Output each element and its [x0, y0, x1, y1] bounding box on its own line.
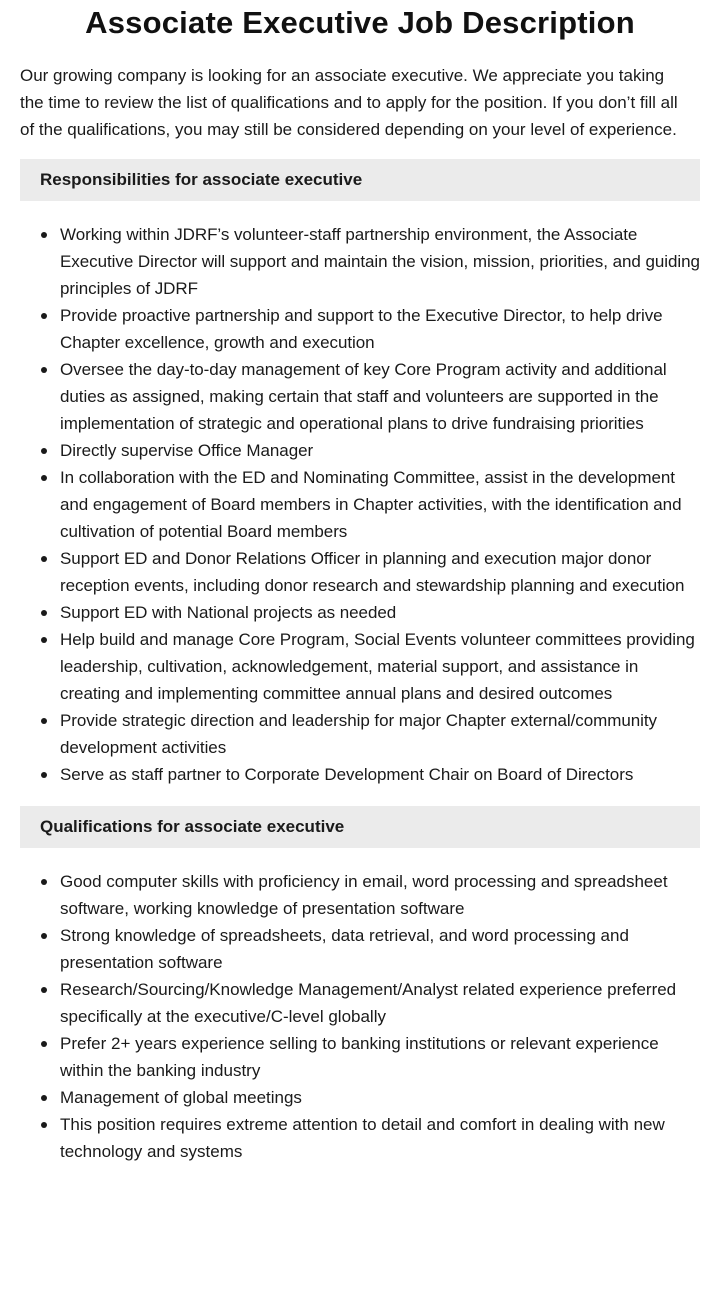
list-item: This position requires extreme attention to detail and comfort in dealing with new technology and systems: [60, 1111, 700, 1165]
qualifications-list: [20, 868, 700, 1165]
list-item: Research/Sourcing/Knowledge Management/Analyst related experience preferred specifically at the executive/C-level globally: [60, 976, 700, 1030]
list-item: Working within JDRF’s volunteer-staff partnership environment, the Associate Executive Director will support and maintain the vision, mission, priorities, and guiding principles of JDRF: [60, 221, 700, 302]
list-item: In collaboration with the ED and Nominating Committee, assist in the development and engagement of Board members in Chapter activities, with the identification and cultivation of potential Board members: [60, 464, 700, 545]
list-item: Serve as staff partner to Corporate Development Chair on Board of Directors: [60, 761, 700, 788]
list-item: Oversee the day-to-day management of key Core Program activity and additional duties as assigned, making certain that staff and volunteers are supported in the implementation of strategic and operational plans to drive fundraising priorities: [60, 356, 700, 437]
list-item: Help build and manage Core Program, Social Events volunteer committees providing leadership, cultivation, acknowledgement, material support, and assistance in creating and implementing committee annual plans and desired outcomes: [60, 626, 700, 707]
list-item: Provide proactive partnership and support to the Executive Director, to help drive Chapter excellence, growth and execution: [60, 302, 700, 356]
responsibilities-list: [20, 221, 700, 788]
list-item: Provide strategic direction and leadership for major Chapter external/community development activities: [60, 707, 700, 761]
list-item: Support ED with National projects as needed: [60, 599, 700, 626]
list-item: Good computer skills with proficiency in email, word processing and spreadsheet software, working knowledge of presentation software: [60, 868, 700, 922]
responsibilities-heading: Responsibilities for associate executive: [20, 159, 700, 201]
qualifications-section: [20, 806, 700, 1165]
list-item: Directly supervise Office Manager: [60, 437, 700, 464]
list-item: Prefer 2+ years experience selling to banking institutions or relevant experience within the banking industry: [60, 1030, 700, 1084]
list-item: Management of global meetings: [60, 1084, 700, 1111]
page-title: Associate Executive Job Description: [85, 5, 635, 40]
list-item: Support ED and Donor Relations Officer in planning and execution major donor reception events, including donor research and stewardship planning and execution: [60, 545, 700, 599]
responsibilities-section: [20, 159, 700, 788]
list-item: Strong knowledge of spreadsheets, data retrieval, and word processing and presentation software: [60, 922, 700, 976]
qualifications-heading: Qualifications for associate executive: [20, 806, 700, 848]
intro-paragraph: Our growing company is looking for an associate executive. We appreciate you taking the time to review the list of qualifications and to apply for the position. If you don’t fill all of the qualifications, you may still be considered depending on your level of experience.: [20, 66, 678, 139]
